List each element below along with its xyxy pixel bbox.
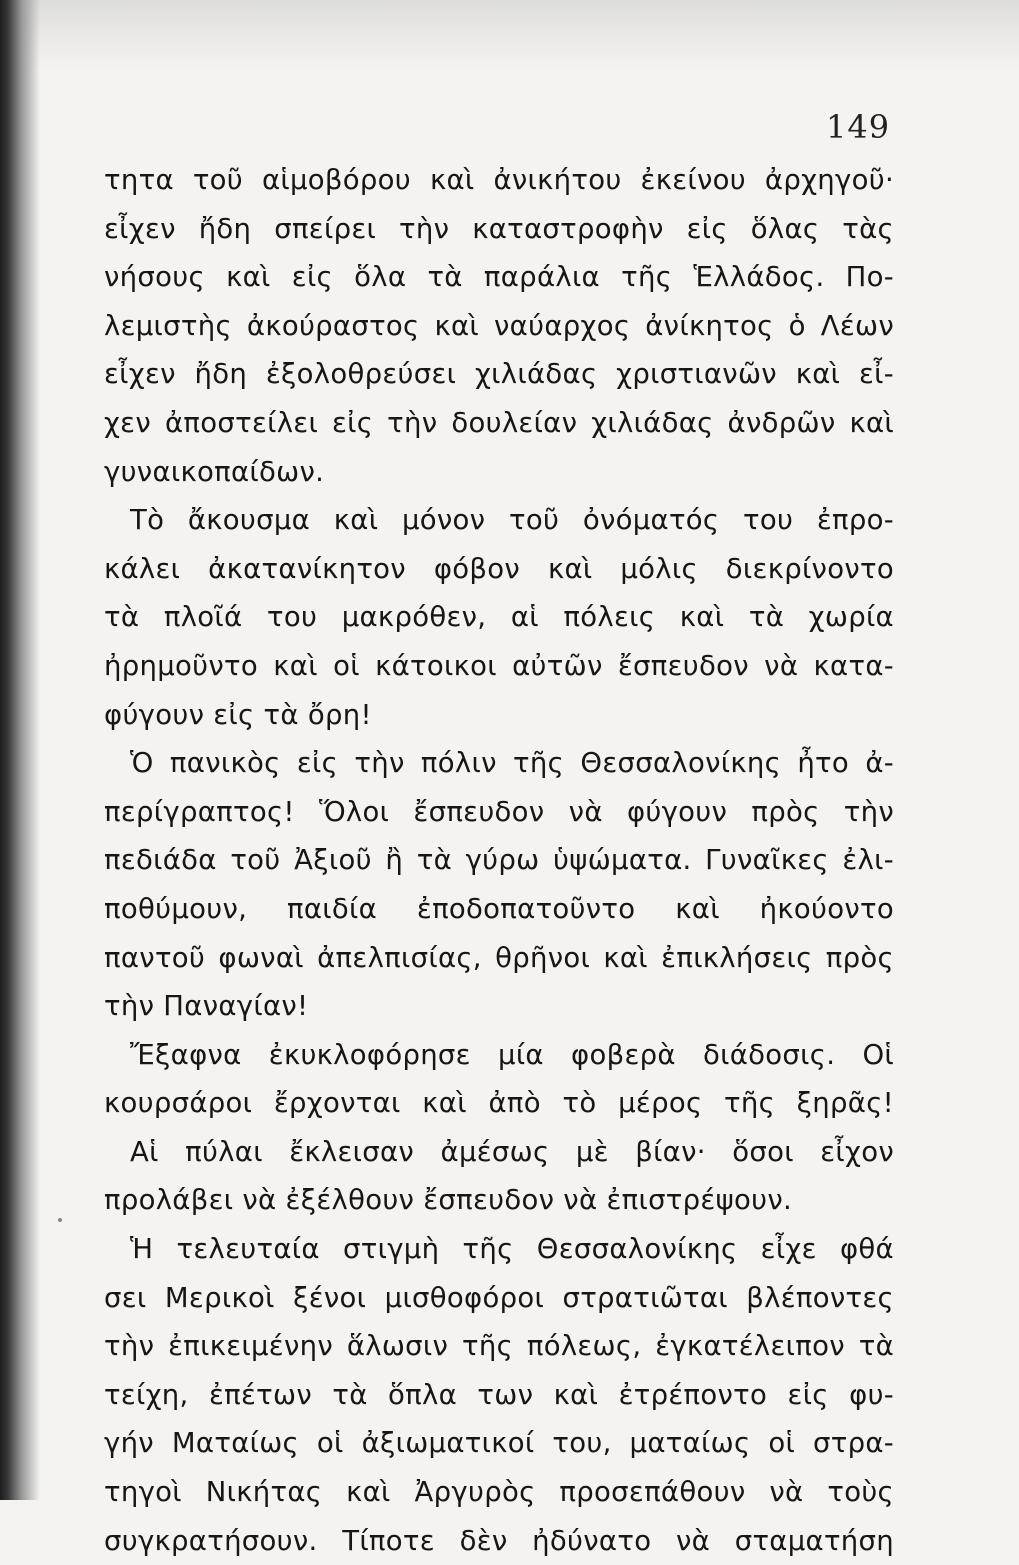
- text-line: κάλει ἀκατανίκητον φόβον καὶ μόλις διεκρίνοντο: [104, 552, 894, 585]
- text-line: εἶχεν ἤδη ἐξολοθρεύσει χιλιάδας χριστιανῶν καὶ εἶ-: [104, 358, 894, 391]
- text-line: προλάβει νὰ ἐξέλθουν ἔσπευδον νὰ ἐπιστρέψουν.: [104, 1184, 793, 1217]
- text-line: Ἡ τελευταία στιγμὴ τῆς Θεσσαλονίκης εἶχε φθά: [130, 1233, 894, 1266]
- text-line: κουρσάροι ἔρχονται καὶ ἀπὸ τὸ μέρος τῆς ξηρᾶς!: [104, 1087, 894, 1120]
- text-line: παντοῦ φωναὶ ἀπελπισίας, θρῆνοι καὶ ἐπικλήσεις πρὸς: [104, 941, 894, 974]
- text-line: Τὸ ἄκουσμα καὶ μόνον τοῦ ὀνόματός του ἐπρο-: [130, 504, 894, 537]
- text-line: τὴν Παναγίαν!: [104, 990, 309, 1023]
- text-line: Ἔξαφνα ἐκυκλοφόρησε μία φοβερὰ διάδοσις. Οἱ: [130, 1038, 894, 1071]
- text-line: γυναικοπαίδων.: [104, 455, 325, 488]
- text-line: εἶχεν ἤδη σπείρει τὴν καταστροφὴν εἰς ὅλας τὰς: [104, 212, 894, 245]
- text-line: τηγοὶ Νικήτας καὶ Ἀργυρὸς προσεπάθουν νὰ τοὺς: [104, 1476, 894, 1509]
- book-spine-shadow: [0, 0, 40, 1500]
- text-line: φύγουν εἰς τὰ ὄρη!: [104, 698, 372, 731]
- text-line: σει Μερικοὶ ξένοι μισθοφόροι στρατιῶται βλέποντες: [104, 1281, 894, 1314]
- page-top-shading: [0, 0, 1019, 70]
- body-text: [104, 156, 894, 1565]
- text-line: ποθύμουν, παιδία ἐποδοπατοῦντο καὶ ἠκούοντο: [104, 892, 894, 925]
- text-line: ἠρημοῦντο καὶ οἱ κάτοικοι αὐτῶν ἔσπευδον νὰ κατα-: [104, 649, 894, 682]
- text-line: λεμιστὴς ἀκούραστος καὶ ναύαρχος ἀνίκητος ὁ Λέων: [104, 309, 894, 342]
- text-line: Αἱ πύλαι ἔκλεισαν ἀμέσως μὲ βίαν· ὅσοι εἶχον: [130, 1135, 894, 1168]
- text-line: τὴν ἐπικειμένην ἅλωσιν τῆς πόλεως, ἐγκατέλειπον τὰ: [104, 1330, 894, 1363]
- text-line: περίγραπτος! Ὅλοι ἔσπευδον νὰ φύγουν πρὸς τὴν: [104, 795, 894, 828]
- text-line: νήσους καὶ εἰς ὅλα τὰ παράλια τῆς Ἑλλάδος. Πο-: [104, 261, 894, 294]
- page-number: 149: [826, 108, 891, 146]
- text-line: τείχη, ἐπέτων τὰ ὅπλα των καὶ ἐτρέποντο εἰς φυ-: [104, 1378, 894, 1411]
- text-line: χεν ἀποστείλει εἰς τὴν δουλείαν χιλιάδας ἀνδρῶν καὶ: [104, 406, 894, 439]
- paper-speck: [58, 1218, 62, 1222]
- text-line: συγκρατήσουν. Τίποτε δὲν ἠδύνατο νὰ σταματήση: [104, 1524, 894, 1557]
- text-line: τὰ πλοῖά του μακρόθεν, αἱ πόλεις καὶ τὰ χωρία: [104, 601, 894, 634]
- text-line: Ὁ πανικὸς εἰς τὴν πόλιν τῆς Θεσσαλονίκης ἦτο ἀ-: [130, 747, 894, 780]
- text-line: πεδιάδα τοῦ Ἀξιοῦ ἢ τὰ γύρω ὑψώματα. Γυναῖκες ἐλι-: [104, 844, 894, 877]
- text-line: τητα τοῦ αἱμοβόρου καὶ ἀνικήτου ἐκείνου ἀρχηγοῦ·: [104, 164, 894, 196]
- text-line: γήν Ματαίως οἱ ἀξιωματικοί του, ματαίως οἱ στρα-: [104, 1427, 894, 1460]
